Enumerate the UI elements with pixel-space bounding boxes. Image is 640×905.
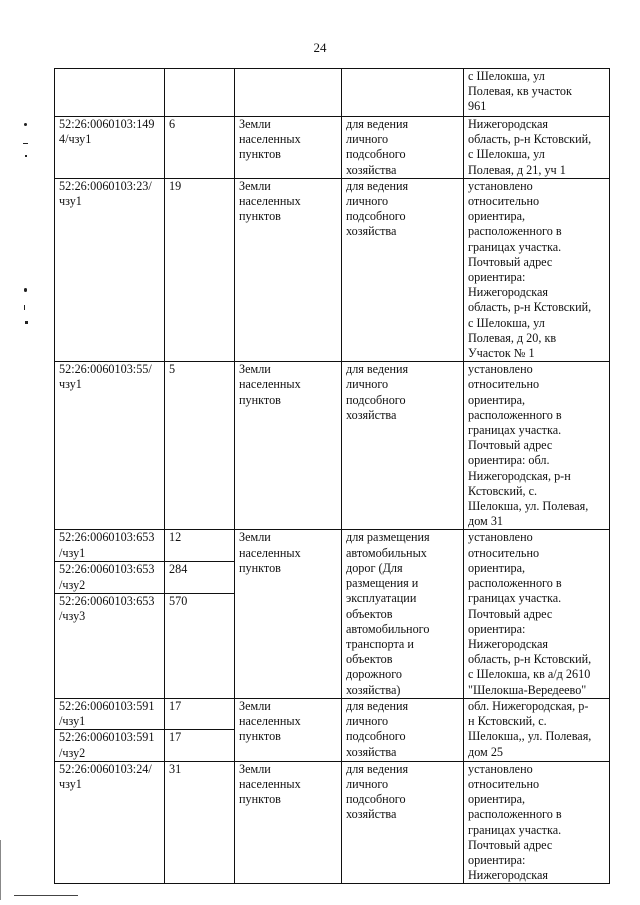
cadastral-number-cell: 52:26:0060103:23/ чзу1 bbox=[55, 178, 165, 361]
land-category-cell: Земли населенных пунктов bbox=[235, 761, 342, 884]
cadastral-number-cell: 52:26:0060103:55/ чзу1 bbox=[55, 362, 165, 530]
permitted-use-cell: для размещения автомобильных дорог (Для размещения и эксплуатации объектов автомобильного транспорта и объектов дорожного хозяйства) bbox=[342, 530, 464, 698]
cadastral-number-cell: 52:26:0060103:653 /чзу1 bbox=[55, 530, 165, 562]
area-cell: 31 bbox=[165, 761, 235, 884]
area-cell: 17 bbox=[165, 698, 235, 729]
permitted-use-cell: для ведения личного подсобного хозяйства bbox=[342, 698, 464, 761]
table-row bbox=[55, 698, 610, 729]
cadastral-number-cell bbox=[55, 69, 165, 117]
permitted-use-cell: для ведения личного подсобного хозяйства bbox=[342, 117, 464, 179]
cadastral-number-cell: 52:26:0060103:24/ чзу1 bbox=[55, 761, 165, 884]
address-cell: обл. Нижегородская, р- н Кстовский, с. Шелокша,, ул. Полевая, дом 25 bbox=[464, 698, 610, 761]
scan-bottom-line bbox=[14, 895, 78, 896]
permitted-use-cell: для ведения личного подсобного хозяйства bbox=[342, 362, 464, 530]
area-cell bbox=[165, 69, 235, 117]
land-category-cell: Земли населенных пунктов bbox=[235, 530, 342, 698]
area-cell: 19 bbox=[165, 178, 235, 361]
land-category-cell bbox=[235, 69, 342, 117]
address-cell: установлено относительно ориентира, расположенного в границах участка. Почтовый адрес ориентира: обл. Нижегородская, р-н Кстовский, с. Шелокша, ул. Полевая, дом 31 bbox=[464, 362, 610, 530]
area-cell: 12 bbox=[165, 530, 235, 562]
land-category-cell: Земли населенных пунктов bbox=[235, 117, 342, 179]
cadastral-number-cell: 52:26:0060103:591 /чзу2 bbox=[55, 730, 165, 761]
cadastral-number-cell: 52:26:0060103:653 /чзу2 bbox=[55, 562, 165, 593]
land-category-cell: Земли населенных пунктов bbox=[235, 698, 342, 761]
address-cell: установлено относительно ориентира, расположенного в границах участка. Почтовый адрес ориентира: Нижегородская область, р-н Кстовский, с Шелокша, ул Полевая, д 20, кв Участок № 1 bbox=[464, 178, 610, 361]
address-cell: установлено относительно ориентира, расположенного в границах участка. Почтовый адрес ориентира: Нижегородская bbox=[464, 761, 610, 884]
table-row bbox=[55, 69, 610, 117]
scan-edge-line bbox=[0, 840, 1, 900]
table-row bbox=[55, 761, 610, 884]
area-cell: 5 bbox=[165, 362, 235, 530]
land-category-cell: Земли населенных пунктов bbox=[235, 362, 342, 530]
cadastral-number-cell: 52:26:0060103:653 /чзу3 bbox=[55, 593, 165, 698]
table-row bbox=[55, 530, 610, 562]
permitted-use-cell: для ведения личного подсобного хозяйства bbox=[342, 178, 464, 361]
page-number: 24 bbox=[313, 40, 327, 55]
cadastral-number-cell: 52:26:0060103:149 4/чзу1 bbox=[55, 117, 165, 179]
scan-margin-marks bbox=[20, 0, 36, 905]
land-plots-table bbox=[54, 68, 610, 884]
cadastral-number-cell: 52:26:0060103:591 /чзу1 bbox=[55, 698, 165, 729]
area-cell: 570 bbox=[165, 593, 235, 698]
area-cell: 6 bbox=[165, 117, 235, 179]
permitted-use-cell bbox=[342, 69, 464, 117]
area-cell: 17 bbox=[165, 730, 235, 761]
address-cell: установлено относительно ориентира, расположенного в границах участка. Почтовый адрес ориентира: Нижегородская область, р-н Кстовский, с Шелокша, кв а/д 2610 "Шелокша-Вередеево" bbox=[464, 530, 610, 698]
permitted-use-cell: для ведения личного подсобного хозяйства bbox=[342, 761, 464, 884]
table-row bbox=[55, 362, 610, 530]
address-cell: Нижегородская область, р-н Кстовский, с Шелокша, ул Полевая, д 21, уч 1 bbox=[464, 117, 610, 179]
area-cell: 284 bbox=[165, 562, 235, 593]
land-category-cell: Земли населенных пунктов bbox=[235, 178, 342, 361]
table-row bbox=[55, 117, 610, 179]
address-cell: с Шелокша, ул Полевая, кв участок 961 bbox=[464, 69, 610, 117]
table-row bbox=[55, 178, 610, 361]
